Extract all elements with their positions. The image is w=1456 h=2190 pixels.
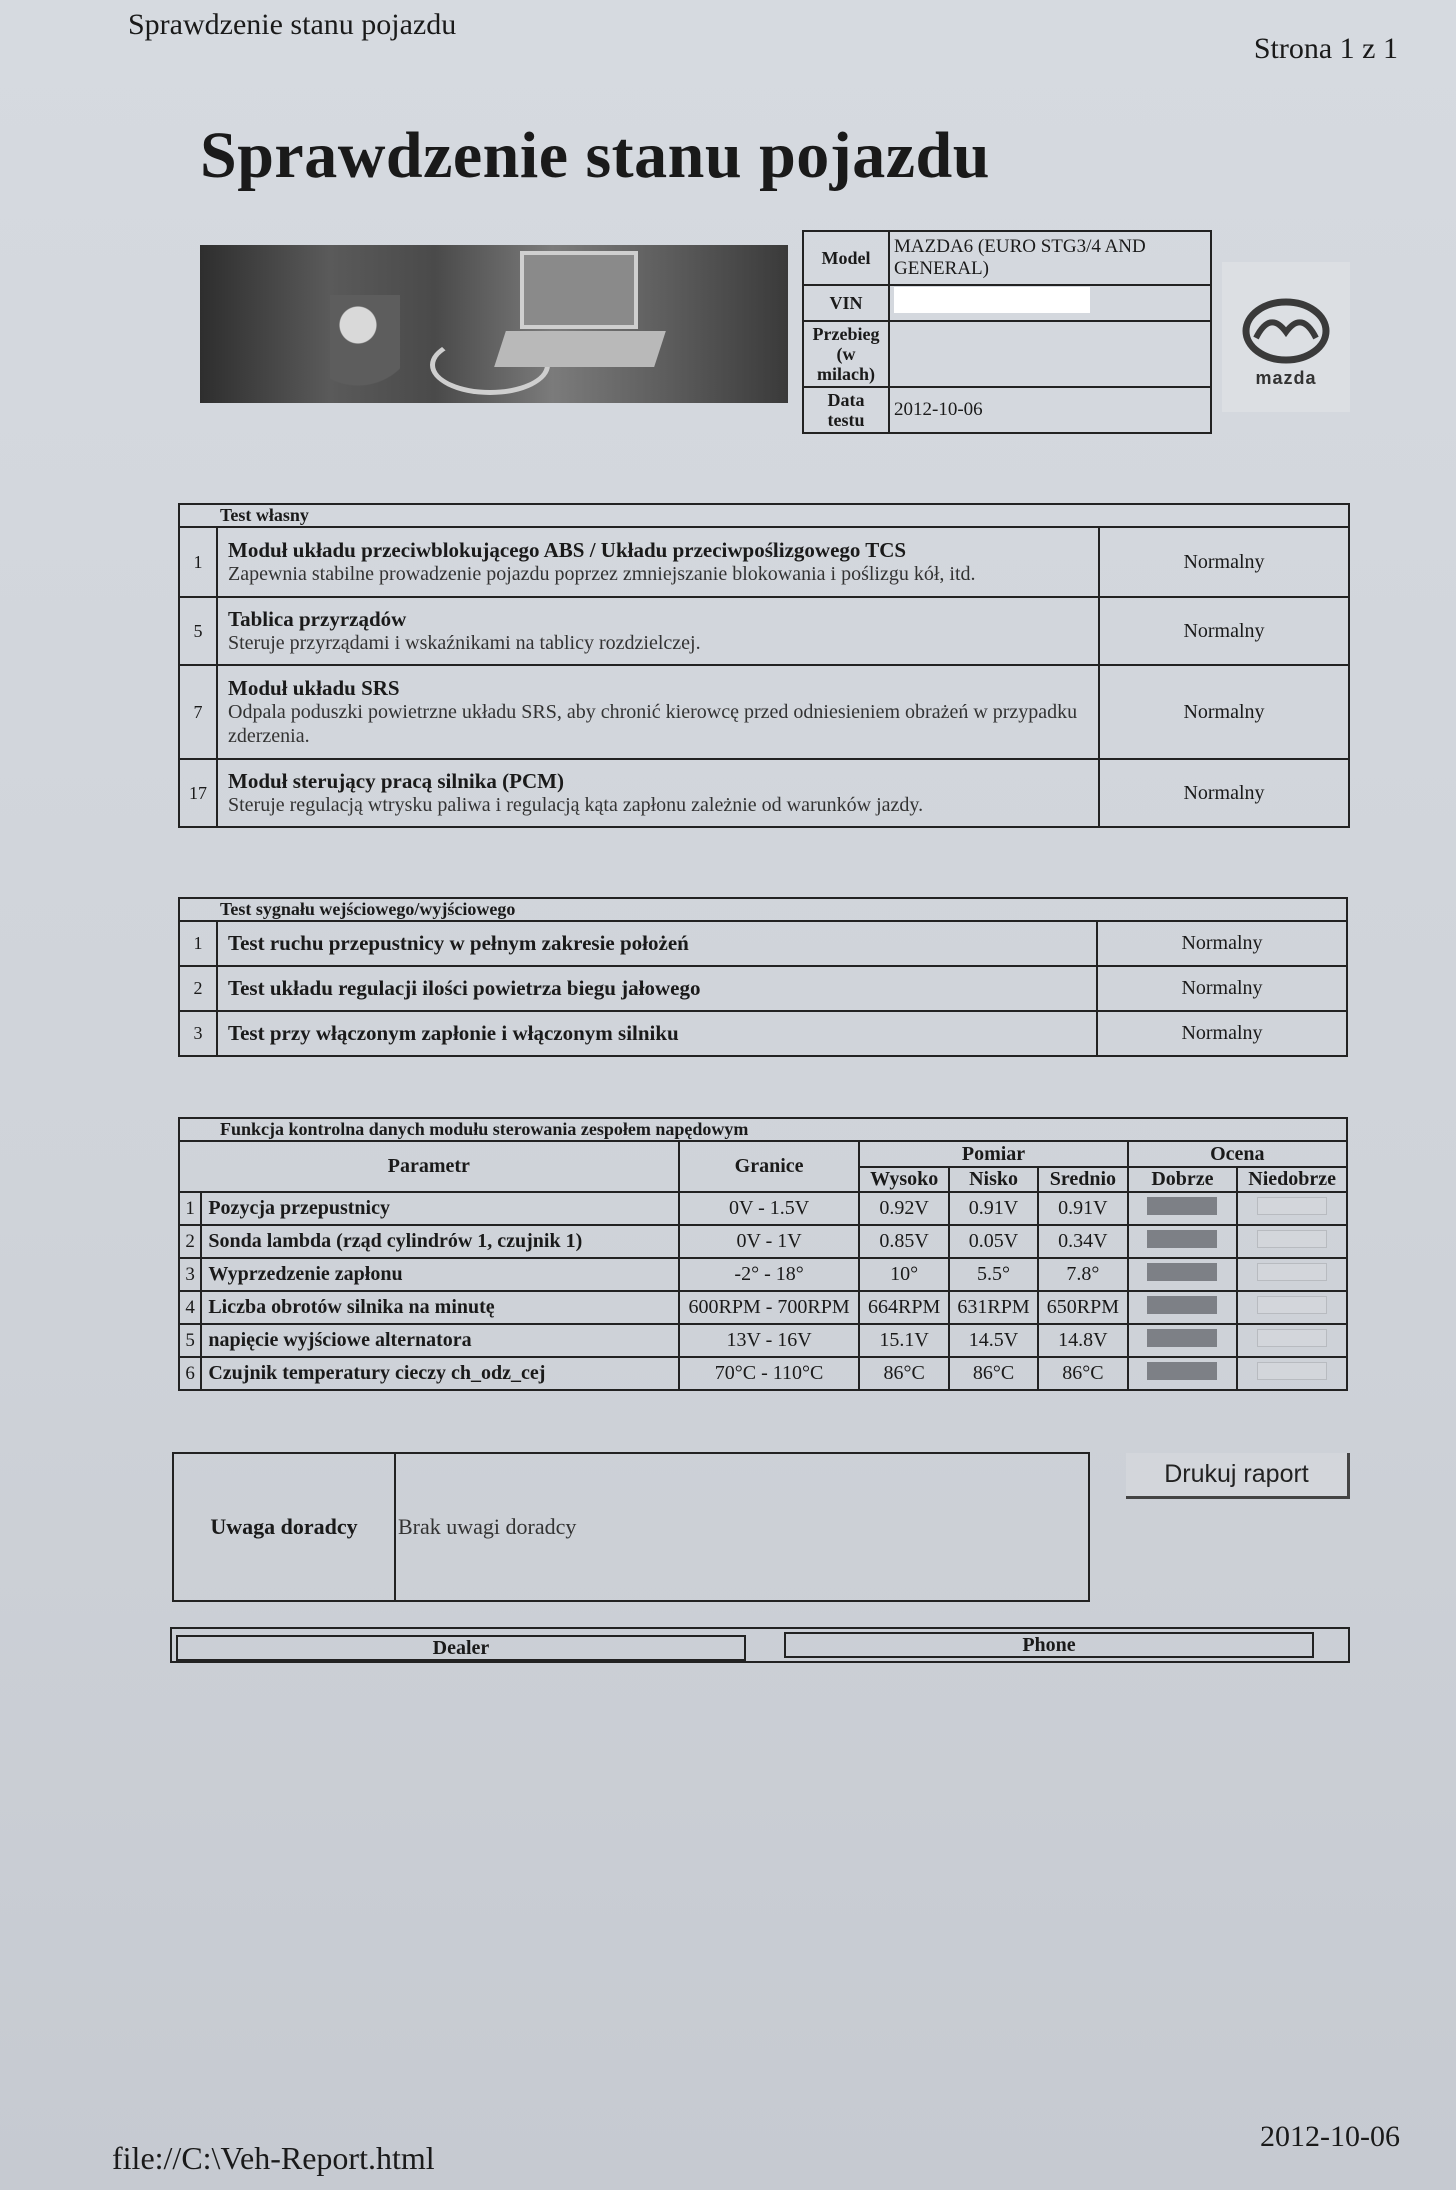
param-name: Pozycja przepustnicy — [201, 1192, 678, 1225]
mileage-label: Przebieg (w milach) — [803, 321, 889, 387]
rating-bad-indicator — [1257, 1263, 1327, 1281]
date-label: Data testu — [803, 387, 889, 433]
page-title: Sprawdzenie stanu pojazdu — [200, 119, 990, 192]
param-high: 86°C — [859, 1357, 948, 1390]
row-number: 4 — [179, 1291, 201, 1324]
module-result: Normalny — [1099, 597, 1349, 665]
browser-footer-path: file://C:\Veh-Report.html — [112, 2140, 435, 2176]
module-description: Zapewnia stabilne prowadzenie pojazdu poprzez zmniejszanie blokowania i poślizgu kół, itd. — [228, 563, 976, 585]
model-value: MAZDA6 (EURO STG3/4 AND GENERAL) — [889, 231, 1211, 285]
io-test-result: Normalny — [1097, 921, 1347, 966]
param-name: Sonda lambda (rząd cylindrów 1, czujnik 1) — [201, 1225, 678, 1258]
rating-good-indicator — [1147, 1230, 1217, 1248]
table-row — [179, 527, 1349, 597]
rating-good-cell — [1128, 1357, 1238, 1390]
rating-bad-indicator — [1257, 1296, 1327, 1314]
advisor-note-label: Uwaga doradcy — [173, 1453, 395, 1601]
io-test-name: Test ruchu przepustnicy w pełnym zakresie położeń — [217, 921, 1097, 966]
param-low: 0.91V — [949, 1192, 1038, 1225]
phone-field: Phone — [784, 1632, 1314, 1658]
rating-header: Ocena — [1128, 1141, 1347, 1167]
module-description: Odpala poduszki powietrzne układu SRS, aby chronić kierowcę przed odniesieniem obrażeń w przypadku zderzenia. — [228, 701, 1078, 747]
param-low: 631RPM — [949, 1291, 1038, 1324]
module-result: Normalny — [1099, 665, 1349, 759]
module-cell — [217, 665, 1099, 759]
laptop-keyboard — [494, 331, 666, 367]
module-description: Steruje przyrządami i wskaźnikami na tablicy rozdzielczej. — [228, 632, 701, 654]
rating-good-indicator — [1147, 1296, 1217, 1314]
module-cell — [217, 527, 1099, 597]
param-low: 5.5° — [949, 1258, 1038, 1291]
param-limits: 13V - 16V — [679, 1324, 860, 1357]
rating-bad-cell — [1237, 1225, 1347, 1258]
table-row — [179, 1192, 1347, 1225]
io-test-result: Normalny — [1097, 1011, 1347, 1056]
table-row — [179, 1291, 1347, 1324]
self-test-caption: Test własny — [179, 504, 1349, 527]
param-limits: 70°C - 110°C — [679, 1357, 860, 1390]
rating-bad-cell — [1237, 1192, 1347, 1225]
measure-header: Pomiar — [859, 1141, 1127, 1167]
param-avg: 86°C — [1038, 1357, 1127, 1390]
model-label: Model — [803, 231, 889, 285]
rating-good-indicator — [1147, 1329, 1217, 1347]
param-high: 0.92V — [859, 1192, 948, 1225]
param-limits: 0V - 1.5V — [679, 1192, 860, 1225]
row-number: 5 — [179, 1324, 201, 1357]
param-avg: 14.8V — [1038, 1324, 1127, 1357]
param-low: 86°C — [949, 1357, 1038, 1390]
rating-bad-cell — [1237, 1258, 1347, 1291]
param-limits: 600RPM - 700RPM — [679, 1291, 860, 1324]
mazda-emblem-icon — [1236, 298, 1336, 364]
module-result: Normalny — [1099, 527, 1349, 597]
rating-good-cell — [1128, 1192, 1238, 1225]
module-cell — [217, 759, 1099, 827]
row-number: 5 — [179, 597, 217, 665]
bad-header: Niedobrze — [1237, 1167, 1347, 1192]
dealer-contact-bar — [170, 1627, 1350, 1663]
param-limits: 0V - 1V — [679, 1225, 860, 1258]
good-header: Dobrze — [1128, 1167, 1238, 1192]
advisor-note-value: Brak uwagi doradcy — [395, 1453, 1089, 1601]
table-row — [179, 1011, 1347, 1056]
param-name: Wyprzedzenie zapłonu — [201, 1258, 678, 1291]
self-test-table — [178, 503, 1350, 828]
table-row — [179, 1258, 1347, 1291]
rating-bad-indicator — [1257, 1362, 1327, 1380]
row-number: 7 — [179, 665, 217, 759]
dealer-field: Dealer — [176, 1635, 746, 1661]
row-number: 2 — [179, 1225, 201, 1258]
diagnostic-banner-image — [200, 245, 788, 403]
vin-value — [889, 285, 1211, 321]
module-name: Tablica przyrządów — [228, 607, 407, 631]
io-test-name: Test przy włączonym zapłonie i włączonym silniku — [217, 1011, 1097, 1056]
param-name: Czujnik temperatury cieczy ch_odz_cej — [201, 1357, 678, 1390]
row-number: 1 — [179, 921, 217, 966]
io-test-table — [178, 897, 1348, 1057]
rating-good-cell — [1128, 1258, 1238, 1291]
param-low: 0.05V — [949, 1225, 1038, 1258]
module-result: Normalny — [1099, 759, 1349, 827]
param-limits: -2° - 18° — [679, 1258, 860, 1291]
laptop-screen — [520, 251, 638, 329]
table-row — [179, 966, 1347, 1011]
high-header: Wysoko — [859, 1167, 948, 1192]
row-number: 1 — [179, 1192, 201, 1225]
rating-bad-cell — [1237, 1291, 1347, 1324]
browser-header-page: Strona 1 z 1 — [1253, 32, 1398, 65]
param-high: 15.1V — [859, 1324, 948, 1357]
print-report-button[interactable]: Drukuj raport — [1126, 1453, 1350, 1499]
technician-figure — [330, 295, 400, 395]
row-number: 3 — [179, 1258, 201, 1291]
avg-header: Srednio — [1038, 1167, 1127, 1192]
row-number: 1 — [179, 527, 217, 597]
rating-bad-cell — [1237, 1357, 1347, 1390]
io-test-name: Test układu regulacji ilości powietrza biegu jałowego — [217, 966, 1097, 1011]
limits-header: Granice — [679, 1141, 860, 1192]
row-number: 17 — [179, 759, 217, 827]
param-avg: 650RPM — [1038, 1291, 1127, 1324]
row-number: 2 — [179, 966, 217, 1011]
vehicle-info-table — [802, 230, 1212, 434]
vin-redaction — [894, 287, 1090, 313]
param-name: Liczba obrotów silnika na minutę — [201, 1291, 678, 1324]
param-avg: 0.91V — [1038, 1192, 1127, 1225]
rating-good-indicator — [1147, 1362, 1217, 1380]
table-row — [179, 1324, 1347, 1357]
module-cell — [217, 597, 1099, 665]
param-name: napięcie wyjściowe alternatora — [201, 1324, 678, 1357]
browser-header-title: Sprawdzenie stanu pojazdu — [128, 8, 457, 41]
param-low: 14.5V — [949, 1324, 1038, 1357]
module-name: Moduł układu przeciwblokującego ABS / Układu przeciwpoślizgowego TCS — [228, 538, 907, 562]
browser-footer-date: 2012-10-06 — [1260, 2120, 1400, 2153]
io-test-result: Normalny — [1097, 966, 1347, 1011]
io-test-caption: Test sygnału wejściowego/wyjściowego — [179, 898, 1347, 921]
table-row — [179, 1225, 1347, 1258]
module-name: Moduł układu SRS — [228, 676, 400, 700]
param-high: 10° — [859, 1258, 948, 1291]
table-row — [179, 1357, 1347, 1390]
row-number: 6 — [179, 1357, 201, 1390]
module-name: Moduł sterujący pracą silnika (PCM) — [228, 769, 564, 793]
param-avg: 0.34V — [1038, 1225, 1127, 1258]
pcm-data-table — [178, 1117, 1348, 1391]
table-row — [179, 921, 1347, 966]
rating-good-cell — [1128, 1324, 1238, 1357]
table-row — [179, 597, 1349, 665]
mileage-value — [889, 321, 1211, 387]
param-avg: 7.8° — [1038, 1258, 1127, 1291]
mazda-wordmark: mazda — [1255, 368, 1317, 388]
rating-bad-cell — [1237, 1324, 1347, 1357]
mazda-logo — [1222, 262, 1350, 412]
rating-bad-indicator — [1257, 1230, 1327, 1248]
advisor-note-table — [172, 1452, 1090, 1602]
rating-bad-indicator — [1257, 1197, 1327, 1215]
rating-good-cell — [1128, 1225, 1238, 1258]
param-high: 664RPM — [859, 1291, 948, 1324]
table-row — [179, 665, 1349, 759]
module-description: Steruje regulacją wtrysku paliwa i regulacją kąta zapłonu zależnie od warunków jazdy. — [228, 794, 924, 816]
rating-good-indicator — [1147, 1197, 1217, 1215]
pcm-caption: Funkcja kontrolna danych modułu sterowania zespołem napędowym — [179, 1118, 1347, 1141]
row-number: 3 — [179, 1011, 217, 1056]
rating-bad-indicator — [1257, 1329, 1327, 1347]
param-high: 0.85V — [859, 1225, 948, 1258]
table-row — [179, 759, 1349, 827]
low-header: Nisko — [949, 1167, 1038, 1192]
vin-label: VIN — [803, 285, 889, 321]
date-value: 2012-10-06 — [889, 387, 1211, 433]
rating-good-indicator — [1147, 1263, 1217, 1281]
rating-good-cell — [1128, 1291, 1238, 1324]
param-header: Parametr — [179, 1141, 679, 1192]
